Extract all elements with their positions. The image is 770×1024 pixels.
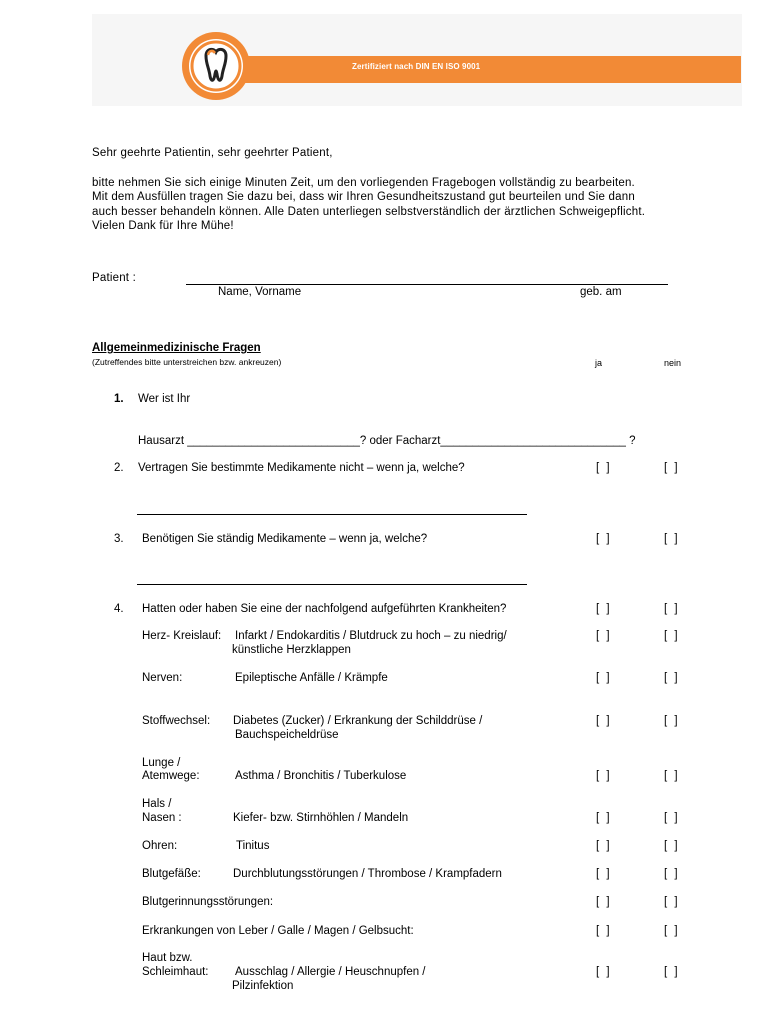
q1-number: 1.	[114, 393, 124, 405]
coagulation-no-checkbox[interactable]: [ ]	[664, 896, 680, 908]
heart-no-checkbox[interactable]: [ ]	[664, 630, 680, 642]
metabolism-no-checkbox[interactable]: [ ]	[664, 715, 680, 727]
nerves-yes-checkbox[interactable]: [ ]	[596, 672, 612, 684]
section-hint: (Zutreffendes bitte unterstreichen bzw. ankreuzen)	[92, 357, 282, 367]
q2-number: 2.	[114, 462, 124, 474]
q3-no-checkbox[interactable]: [ ]	[664, 533, 680, 545]
q3-text: Benötigen Sie ständig Medikamente – wenn ja, welche?	[142, 533, 428, 545]
liver-yes-checkbox[interactable]: [ ]	[596, 925, 612, 937]
disease-category: Stoffwechsel:	[142, 715, 211, 727]
dob-caption: geb. am	[580, 286, 622, 298]
q1-doctor-line[interactable]: Hausarzt ___________________________? oder Facharzt_____________________________ ?	[138, 435, 636, 447]
tooth-logo-icon	[178, 28, 254, 104]
letter-body	[92, 176, 645, 234]
metabolism-yes-checkbox[interactable]: [ ]	[596, 715, 612, 727]
column-no: nein	[664, 358, 682, 368]
disease-detail: Tinitus	[236, 840, 270, 852]
disease-category: Blutgefäße:	[142, 868, 201, 880]
lungs-yes-checkbox[interactable]: [ ]	[596, 770, 612, 782]
q2-yes-checkbox[interactable]: [ ]	[596, 462, 612, 474]
disease-detail: künstliche Herzklappen	[232, 644, 351, 656]
disease-detail: Ausschlag / Allergie / Heuschnupfen /	[235, 966, 426, 978]
disease-category: Haut bzw.	[142, 952, 193, 964]
liver-no-checkbox[interactable]: [ ]	[664, 925, 680, 937]
q3-number: 3.	[114, 533, 124, 545]
patient-name-line[interactable]	[186, 284, 668, 285]
disease-category: Hals /	[142, 798, 172, 810]
q4-yes-checkbox[interactable]: [ ]	[596, 603, 612, 615]
salutation: Sehr geehrte Patientin, sehr geehrter Patient,	[92, 147, 333, 159]
q4-number: 4.	[114, 603, 124, 615]
q2-text: Vertragen Sie bestimmte Medikamente nicht – wenn ja, welche?	[138, 462, 465, 474]
disease-category: Lunge /	[142, 757, 181, 769]
disease-detail: Kiefer- bzw. Stirnhöhlen / Mandeln	[233, 812, 409, 824]
section-title: Allgemeinmedizinische Fragen	[92, 342, 261, 354]
letter-line: auch besser behandeln können. Alle Daten unterliegen selbstverständlich der ärztlichen Schweigepflicht.	[92, 205, 646, 218]
heart-yes-checkbox[interactable]: [ ]	[596, 630, 612, 642]
disease-detail: Epileptische Anfälle / Krämpfe	[235, 672, 388, 684]
disease-category: Nerven:	[142, 672, 183, 684]
certification-text: Zertifiziert nach DIN EN ISO 9001	[352, 62, 481, 71]
lungs-no-checkbox[interactable]: [ ]	[664, 770, 680, 782]
ears-yes-checkbox[interactable]: [ ]	[596, 840, 612, 852]
disease-detail: Infarkt / Endokarditis / Blutdruck zu hoch – zu niedrig/	[235, 630, 507, 642]
q2-no-checkbox[interactable]: [ ]	[664, 462, 680, 474]
disease-detail: Pilzinfektion	[232, 980, 294, 992]
vessels-yes-checkbox[interactable]: [ ]	[596, 868, 612, 880]
q4-text: Hatten oder haben Sie eine der nachfolgend aufgeführten Krankheiten?	[142, 603, 507, 615]
disease-category: Ohren:	[142, 840, 178, 852]
skin-yes-checkbox[interactable]: [ ]	[596, 966, 612, 978]
q2-answer-line[interactable]	[137, 514, 527, 515]
coagulation-yes-checkbox[interactable]: [ ]	[596, 896, 612, 908]
throat-yes-checkbox[interactable]: [ ]	[596, 812, 612, 824]
disease-detail: Durchblutungsstörungen / Thrombose / Krampfadern	[233, 868, 502, 880]
ears-no-checkbox[interactable]: [ ]	[664, 840, 680, 852]
disease-category: Schleimhaut:	[142, 966, 209, 978]
disease-category: Nasen :	[142, 812, 182, 824]
q3-answer-line[interactable]	[137, 584, 527, 585]
disease-category: Blutgerinnungsstörungen:	[142, 896, 274, 908]
patient-label: Patient :	[92, 272, 136, 284]
disease-detail: Bauchspeicheldrüse	[235, 729, 339, 741]
disease-category: Herz- Kreislauf:	[142, 630, 222, 642]
letter-line: Mit dem Ausfüllen tragen Sie dazu bei, dass wir Ihren Gesundheitszustand gut beurteilen und Sie dann	[92, 191, 635, 204]
disease-category: Atemwege:	[142, 770, 200, 782]
disease-detail: Diabetes (Zucker) / Erkrankung der Schilddrüse /	[233, 715, 483, 727]
throat-no-checkbox[interactable]: [ ]	[664, 812, 680, 824]
q4-no-checkbox[interactable]: [ ]	[664, 603, 680, 615]
column-yes: ja	[595, 358, 603, 368]
q1-text: Wer ist Ihr	[138, 393, 191, 405]
disease-category: Erkrankungen von Leber / Galle / Magen / Gelbsucht:	[142, 925, 414, 937]
letter-line: bitte nehmen Sie sich einige Minuten Zeit, um den vorliegenden Fragebogen vollständig zu bearbeiten.	[92, 177, 635, 189]
nerves-no-checkbox[interactable]: [ ]	[664, 672, 680, 684]
q3-yes-checkbox[interactable]: [ ]	[596, 533, 612, 545]
disease-detail: Asthma / Bronchitis / Tuberkulose	[235, 770, 407, 782]
vessels-no-checkbox[interactable]: [ ]	[664, 868, 680, 880]
skin-no-checkbox[interactable]: [ ]	[664, 966, 680, 978]
certification-bar	[228, 56, 741, 83]
name-caption: Name, Vorname	[218, 286, 302, 298]
letter-line: Vielen Dank für Ihre Mühe!	[92, 220, 234, 233]
